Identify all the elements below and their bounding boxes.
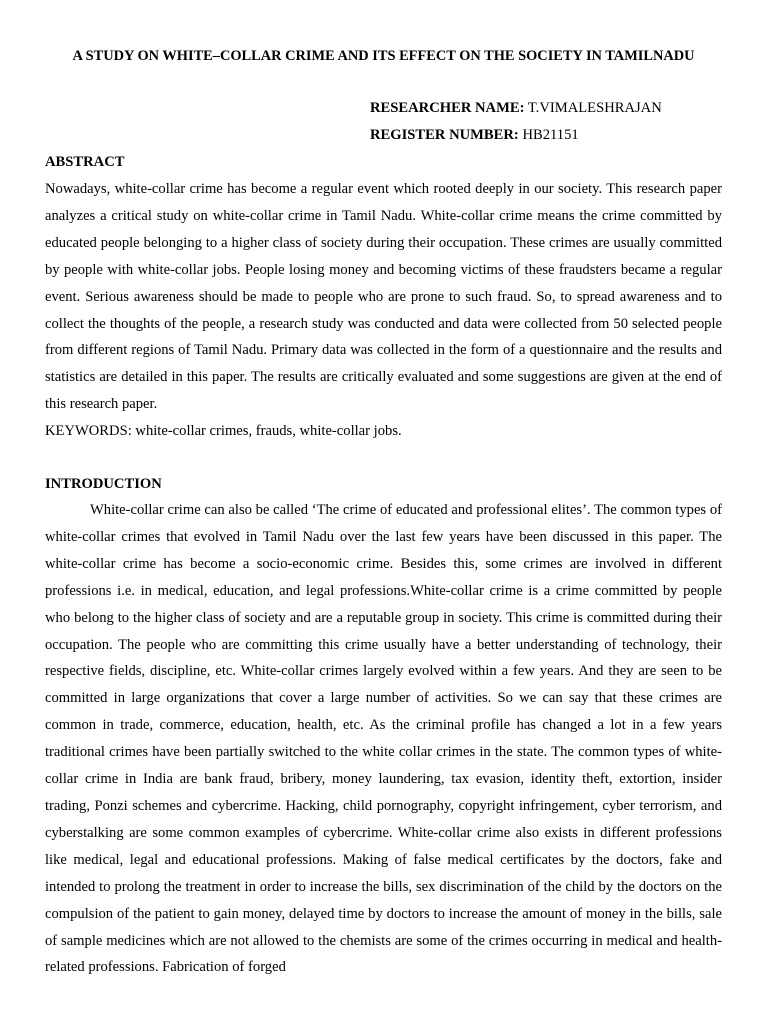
abstract-heading: ABSTRACT (45, 154, 125, 170)
abstract-body: Nowadays, white-collar crime has become a regular event which rooted deeply in our society. This research paper analyzes a critical study on white-collar crime in Tamil Nadu. White-collar crime means the crime committed by educated people belonging to a higher class of society during their occupation. These crimes are usually committed by people with white-collar jobs. People losing money and becoming victims of these fraudsters became a regular event. Serious awareness should be made to people who are prone to such fraud. So, to spread awareness and to collect the thoughts of the people, a research study was conducted and data were collected from 50 selected people from different regions of Tamil Nadu. Primary data was collected in the form of a questionnaire and the results and statistics are detailed in this paper. The results are critically evaluated and some suggestions are given at the end of this research paper. (45, 181, 722, 413)
introduction-body: White-collar crime can also be called ‘The crime of educated and professional elites’. The common types of white-collar crimes that evolved in Tamil Nadu over the last few years have been discussed in this paper. The white-collar crime has become a socio-economic crime. Besides this, some crimes are involved in different professions i.e. in medical, education, and legal professions.White-collar crime is a crime committed by people who belong to the higher class of society and are a reputable group in society. This crime is committed during their occupation. The people who are committing this crime usually have a better understanding of technology, their respective fields, discipline, etc. White-collar crimes largely evolved within a few years. And they are seen to be committed in large organizations that cover a large number of activities. So we can say that these crimes are common in trade, commerce, education, health, etc. As the criminal profile has changed a lot in a few years traditional crimes have been partially switched to the white collar crimes in the state. The common types of white-collar crime in India are bank fraud, bribery, money laundering, tax evasion, identity theft, extortion, insider trading, Ponzi schemes and cybercrime. Hacking, child pornography, copyright infringement, cyber terrorism, and cyberstalking are some common examples of cybercrime. White-collar crime also exists in different professions like medical, legal and educational professions. Making of false medical certificates by the doctors, fake and intended to prolong the treatment in order to increase the bills, sex discrimination of the child by the doctors on the compulsion of the patient to gain money, delayed time by doctors to increase the amount of money in the bills, sale of sample medicines which are not allowed to the chemists are some of the crimes occurring in medical and health-related professions. Fabrication of forged (45, 502, 722, 976)
document-page (45, 0, 722, 1024)
researcher-name-label: RESEARCHER NAME: (370, 100, 525, 116)
register-number-label: REGISTER NUMBER: (370, 127, 519, 143)
register-number-value: HB21151 (518, 127, 579, 143)
paper-title: A STUDY ON WHITE–COLLAR CRIME AND ITS EFFECT ON THE SOCIETY IN TAMILNADU (72, 48, 695, 64)
researcher-name-line (370, 97, 662, 119)
keywords-line: KEYWORDS: white-collar crimes, frauds, white-collar jobs. (45, 423, 402, 439)
introduction-heading: INTRODUCTION (45, 476, 162, 492)
register-number-line (370, 124, 579, 146)
researcher-name-value: T.VIMALESHRAJAN (524, 100, 662, 116)
